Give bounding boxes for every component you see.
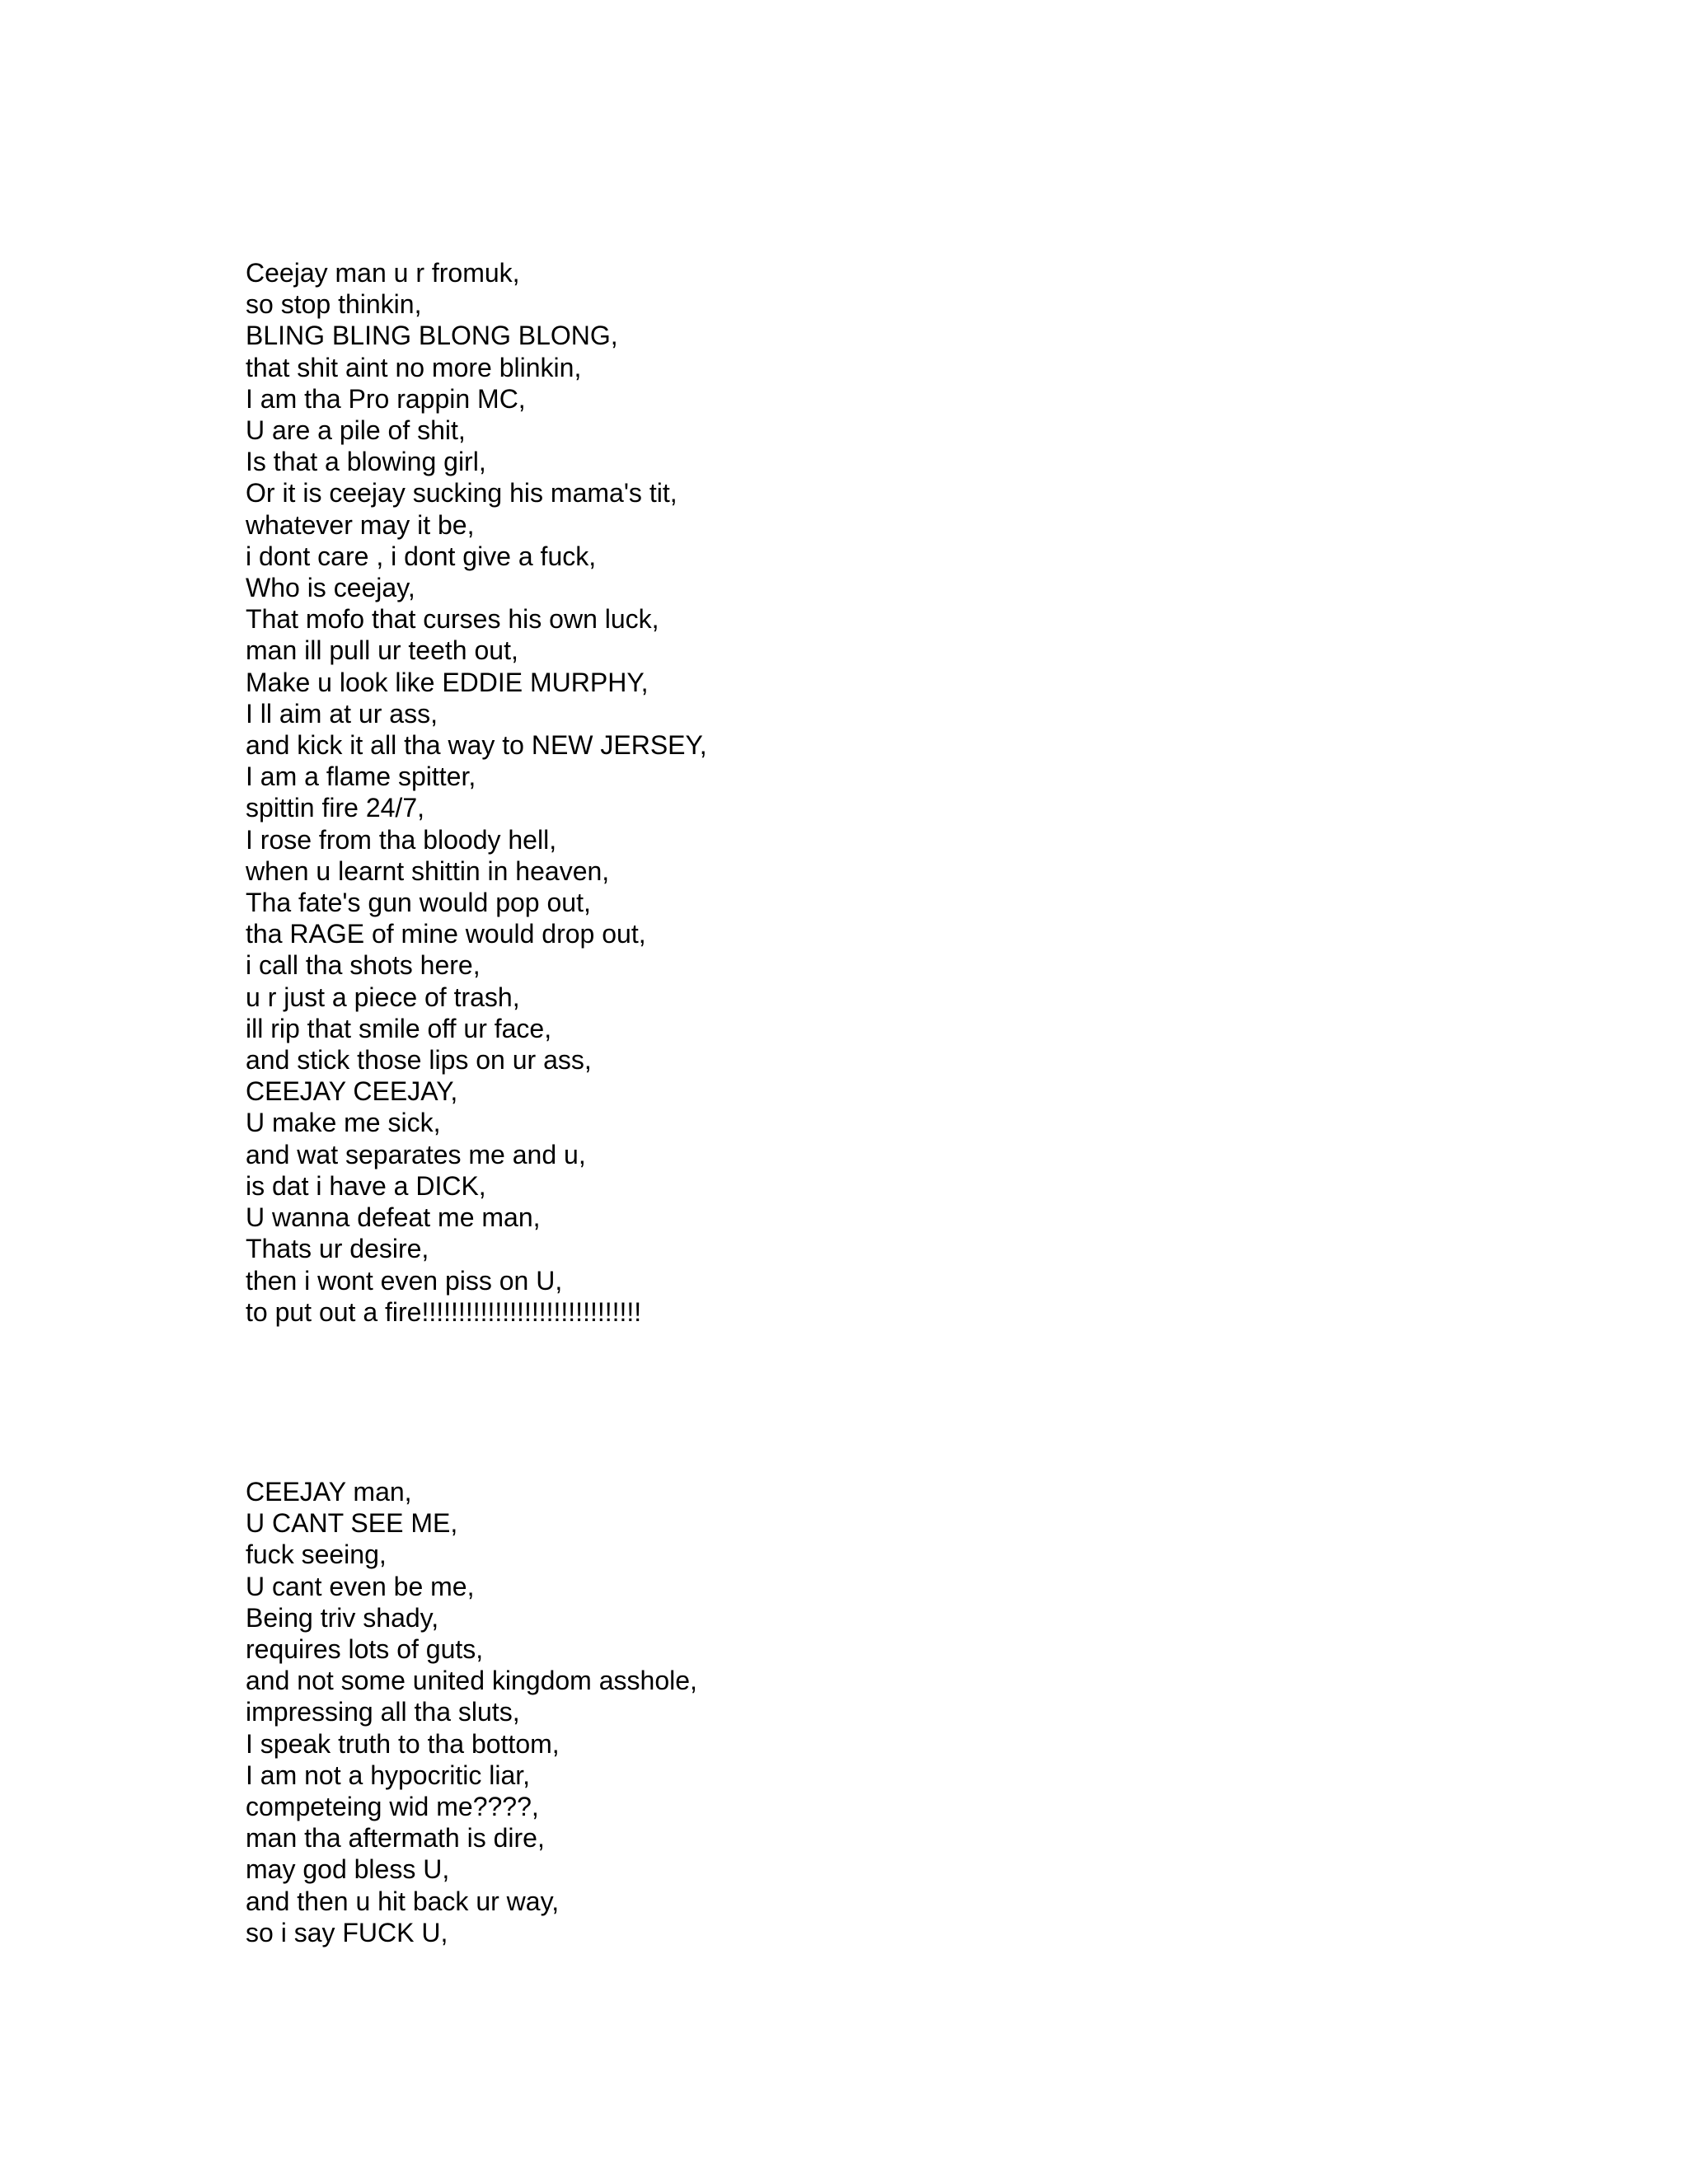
text-line: whatever may it be,	[246, 509, 475, 540]
text-line: and not some united kingdom asshole,	[246, 1666, 697, 1696]
text-line: I am tha Pro rappin MC,	[246, 383, 526, 414]
text-line: u r just a piece of trash,	[246, 982, 520, 1012]
text-line: and stick those lips on ur ass,	[246, 1045, 592, 1076]
text-line: U wanna defeat me man,	[246, 1202, 541, 1233]
text-line: man tha aftermath is dire,	[246, 1823, 545, 1854]
text-line: requires lots of guts,	[246, 1634, 484, 1665]
text-line: U make me sick,	[246, 1108, 441, 1138]
text-line: Make u look like EDDIE MURPHY,	[246, 667, 649, 697]
text-line: to put out a fire!!!!!!!!!!!!!!!!!!!!!!!!!!!!!!	[246, 1296, 642, 1327]
text-line: Who is ceejay,	[246, 573, 415, 603]
text-line: I am not a hypocritic liar,	[246, 1760, 531, 1790]
text-line: ill rip that smile off ur face,	[246, 1013, 552, 1043]
text-line: when u learnt shittin in heaven,	[246, 855, 610, 886]
text-line: fuck seeing,	[246, 1540, 387, 1570]
text-line: I am a flame spitter,	[246, 762, 476, 792]
text-line: U CANT SEE ME,	[246, 1508, 458, 1539]
text-line: may god bless U,	[246, 1854, 450, 1885]
text-line: and wat separates me and u,	[246, 1139, 586, 1169]
text-line: Tha fate's gun would pop out,	[246, 888, 591, 918]
text-line: That mofo that curses his own luck,	[246, 604, 659, 635]
text-line: CEEJAY man,	[246, 1477, 412, 1507]
text-line: that shit aint no more blinkin,	[246, 352, 582, 382]
text-line: U cant even be me,	[246, 1571, 475, 1601]
text-line: and then u hit back ur way,	[246, 1886, 560, 1916]
stanza-1	[246, 257, 707, 1328]
text-line: CEEJAY CEEJAY,	[246, 1076, 458, 1107]
text-line: tha RAGE of mine would drop out,	[246, 919, 646, 949]
text-line: i dont care , i dont give a fuck,	[246, 541, 597, 571]
text-line: i call tha shots here,	[246, 950, 481, 981]
text-line: BLING BLING BLONG BLONG,	[246, 321, 618, 351]
text-line: I ll aim at ur ass,	[246, 698, 438, 729]
text-line: Is that a blowing girl,	[246, 447, 486, 477]
text-line: and kick it all tha way to NEW JERSEY,	[246, 730, 707, 761]
text-line: so i say FUCK U,	[246, 1917, 448, 1947]
text-line: spittin fire 24/7,	[246, 793, 424, 823]
text-line: is dat i have a DICK,	[246, 1170, 486, 1201]
text-line: so stop thinkin,	[246, 289, 422, 320]
text-line: I rose from tha bloody hell,	[246, 824, 557, 855]
text-line: impressing all tha sluts,	[246, 1697, 520, 1727]
text-line: man ill pull ur teeth out,	[246, 635, 518, 666]
text-line: Being triv shady,	[246, 1602, 439, 1633]
text-line: then i wont even piss on U,	[246, 1265, 563, 1296]
text-line: Thats ur desire,	[246, 1234, 429, 1264]
text-line: I speak truth to tha bottom,	[246, 1728, 560, 1759]
text-line: Or it is ceejay sucking his mama's tit,	[246, 478, 678, 509]
text-line: U are a pile of shit,	[246, 415, 466, 446]
stanza-2	[246, 1476, 697, 1948]
text-line: competeing wid me????,	[246, 1792, 539, 1822]
text-line: Ceejay man u r fromuk,	[246, 258, 520, 288]
